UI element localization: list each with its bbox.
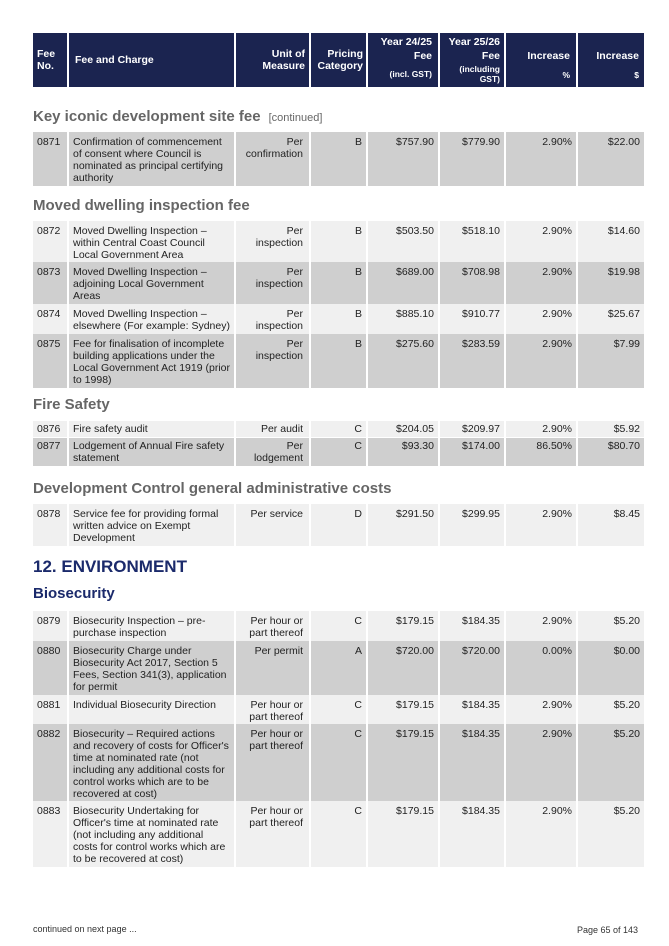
cell-fee-name: Fee for finalisation of incomplete building applications under the Local Government Act 1919 (prior to 1998) bbox=[69, 334, 234, 388]
cell-increase-pct: 2.90% bbox=[506, 724, 576, 802]
cell-unit: Per audit bbox=[236, 421, 309, 437]
cell-fee-name: Fire safety audit bbox=[69, 421, 234, 437]
cell-fee-2526: $283.59 bbox=[440, 334, 504, 388]
table-row bbox=[33, 421, 638, 436]
cell-fee-no: 0876 bbox=[33, 421, 67, 437]
cell-unit: Per inspection bbox=[236, 221, 309, 263]
cell-fee-2425: $757.90 bbox=[368, 132, 438, 186]
header-increase-percent: Increase % bbox=[506, 33, 576, 87]
table-row bbox=[33, 611, 638, 639]
section-title-key-iconic: Key iconic development site fee [continued] bbox=[33, 108, 323, 125]
cell-increase-dollar: $5.20 bbox=[578, 724, 644, 802]
cell-fee-name: Biosecurity – Required actions and recovery of costs for Officer's time at nominated rate (not including any additional costs for control works which are to be recovered at cost) bbox=[69, 724, 234, 802]
cell-fee-2526: $910.77 bbox=[440, 304, 504, 334]
table-row bbox=[33, 641, 638, 693]
cell-category: C bbox=[311, 421, 366, 437]
cell-increase-dollar: $14.60 bbox=[578, 221, 644, 263]
section-title-fire-safety: Fire Safety bbox=[33, 396, 110, 413]
cell-category: C bbox=[311, 611, 366, 641]
cell-fee-no: 0881 bbox=[33, 695, 67, 725]
section-title-moved-dwelling: Moved dwelling inspection fee bbox=[33, 197, 250, 214]
cell-unit: Per confirmation bbox=[236, 132, 309, 186]
table-row bbox=[33, 695, 638, 722]
cell-category: B bbox=[311, 221, 366, 263]
cell-increase-pct: 2.90% bbox=[506, 695, 576, 725]
table-row bbox=[33, 801, 638, 864]
table-row bbox=[33, 262, 638, 302]
cell-fee-2425: $93.30 bbox=[368, 438, 438, 466]
cell-fee-no: 0879 bbox=[33, 611, 67, 641]
cell-category: A bbox=[311, 641, 366, 695]
cell-fee-2425: $291.50 bbox=[368, 504, 438, 546]
table-group-key-iconic bbox=[33, 132, 638, 184]
header-fee-no: Fee No. bbox=[33, 33, 67, 87]
cell-fee-2425: $179.15 bbox=[368, 611, 438, 641]
header-increase-dollar: Increase $ bbox=[578, 33, 644, 87]
cell-increase-dollar: $5.20 bbox=[578, 611, 644, 641]
cell-fee-2526: $184.35 bbox=[440, 611, 504, 641]
table-group-fire-safety bbox=[33, 421, 638, 468]
cell-unit: Per hour or part thereof bbox=[236, 611, 309, 641]
table-header bbox=[33, 33, 638, 87]
continued-note: [continued] bbox=[268, 112, 323, 124]
cell-fee-2526: $720.00 bbox=[440, 641, 504, 695]
cell-increase-dollar: $8.45 bbox=[578, 504, 644, 546]
cell-fee-name: Moved Dwelling Inspection – within Central Coast Council Local Government Area bbox=[69, 221, 234, 263]
cell-increase-dollar: $5.20 bbox=[578, 695, 644, 725]
cell-fee-2425: $179.15 bbox=[368, 695, 438, 725]
header-pricing-category: Pricing Category bbox=[311, 33, 366, 87]
cell-increase-dollar: $0.00 bbox=[578, 641, 644, 695]
cell-fee-name: Moved Dwelling Inspection – elsewhere (For example: Sydney) bbox=[69, 304, 234, 334]
section-title-environment: 12. ENVIRONMENT bbox=[33, 557, 187, 576]
cell-fee-2425: $179.15 bbox=[368, 801, 438, 867]
header-fee-and-charge: Fee and Charge bbox=[69, 33, 234, 87]
cell-increase-dollar: $19.98 bbox=[578, 262, 644, 304]
cell-fee-2425: $885.10 bbox=[368, 304, 438, 334]
cell-unit: Per hour or part thereof bbox=[236, 695, 309, 725]
cell-fee-2526: $184.35 bbox=[440, 801, 504, 867]
cell-unit: Per hour or part thereof bbox=[236, 724, 309, 802]
cell-fee-no: 0873 bbox=[33, 262, 67, 304]
page-number: Page 65 of 143 bbox=[576, 925, 638, 935]
cell-category: C bbox=[311, 438, 366, 466]
cell-fee-2526: $184.35 bbox=[440, 724, 504, 802]
cell-fee-no: 0882 bbox=[33, 724, 67, 802]
table-row bbox=[33, 438, 638, 466]
table-row bbox=[33, 334, 638, 386]
cell-fee-2425: $720.00 bbox=[368, 641, 438, 695]
cell-fee-name: Individual Biosecurity Direction bbox=[69, 695, 234, 725]
cell-fee-2425: $204.05 bbox=[368, 421, 438, 437]
table-row bbox=[33, 304, 638, 332]
cell-fee-2526: $518.10 bbox=[440, 221, 504, 263]
cell-unit: Per inspection bbox=[236, 304, 309, 334]
cell-increase-dollar: $25.67 bbox=[578, 304, 644, 334]
cell-increase-pct: 2.90% bbox=[506, 421, 576, 437]
cell-increase-pct: 2.90% bbox=[506, 801, 576, 867]
cell-fee-no: 0875 bbox=[33, 334, 67, 388]
header-year2-fee: Year 25/26 Fee (including GST) bbox=[440, 33, 504, 87]
cell-category: C bbox=[311, 801, 366, 867]
cell-category: C bbox=[311, 724, 366, 802]
cell-category: B bbox=[311, 132, 366, 186]
cell-unit: Per hour or part thereof bbox=[236, 801, 309, 867]
cell-unit: Per permit bbox=[236, 641, 309, 695]
cell-increase-pct: 0.00% bbox=[506, 641, 576, 695]
table-row bbox=[33, 221, 638, 260]
cell-fee-2425: $503.50 bbox=[368, 221, 438, 263]
cell-increase-dollar: $7.99 bbox=[578, 334, 644, 388]
cell-increase-pct: 2.90% bbox=[506, 504, 576, 546]
cell-category: B bbox=[311, 262, 366, 304]
cell-unit: Per inspection bbox=[236, 262, 309, 304]
cell-category: D bbox=[311, 504, 366, 546]
cell-fee-no: 0874 bbox=[33, 304, 67, 334]
table-group-moved-dwelling bbox=[33, 221, 638, 388]
table-row bbox=[33, 132, 638, 182]
table-group-dev-control bbox=[33, 504, 638, 546]
cell-fee-name: Biosecurity Inspection – pre-purchase inspection bbox=[69, 611, 234, 641]
cell-fee-2526: $779.90 bbox=[440, 132, 504, 186]
cell-increase-dollar: $22.00 bbox=[578, 132, 644, 186]
header-year1-fee: Year 24/25 Fee (incl. GST) bbox=[368, 33, 438, 87]
cell-increase-dollar: $5.92 bbox=[578, 421, 644, 437]
cell-increase-pct: 2.90% bbox=[506, 262, 576, 304]
table-row bbox=[33, 504, 638, 544]
cell-category: C bbox=[311, 695, 366, 725]
section-title-biosecurity: Biosecurity bbox=[33, 585, 115, 602]
section-title-dev-control: Development Control general administrative costs bbox=[33, 480, 392, 497]
cell-increase-dollar: $80.70 bbox=[578, 438, 644, 466]
cell-increase-dollar: $5.20 bbox=[578, 801, 644, 867]
cell-fee-no: 0880 bbox=[33, 641, 67, 695]
cell-fee-2526: $209.97 bbox=[440, 421, 504, 437]
cell-fee-no: 0878 bbox=[33, 504, 67, 546]
cell-fee-name: Lodgement of Annual Fire safety statement bbox=[69, 438, 234, 466]
cell-increase-pct: 2.90% bbox=[506, 304, 576, 334]
cell-fee-no: 0872 bbox=[33, 221, 67, 263]
cell-increase-pct: 2.90% bbox=[506, 611, 576, 641]
cell-fee-no: 0871 bbox=[33, 132, 67, 186]
cell-fee-name: Biosecurity Undertaking for Officer's time at nominated rate (not including any additional costs for control works which are to be recovered at cost) bbox=[69, 801, 234, 867]
cell-increase-pct: 2.90% bbox=[506, 132, 576, 186]
cell-unit: Per inspection bbox=[236, 334, 309, 388]
cell-category: B bbox=[311, 334, 366, 388]
table-group-biosecurity bbox=[33, 611, 638, 866]
cell-fee-2526: $708.98 bbox=[440, 262, 504, 304]
cell-fee-2526: $174.00 bbox=[440, 438, 504, 466]
cell-increase-pct: 86.50% bbox=[506, 438, 576, 466]
cell-fee-name: Moved Dwelling Inspection – adjoining Local Government Areas bbox=[69, 262, 234, 304]
cell-fee-2425: $689.00 bbox=[368, 262, 438, 304]
continued-footer: continued on next page ... bbox=[33, 924, 137, 934]
cell-increase-pct: 2.90% bbox=[506, 334, 576, 388]
cell-fee-2526: $184.35 bbox=[440, 695, 504, 725]
cell-fee-name: Biosecurity Charge under Biosecurity Act 2017, Section 5 Fees, Section 341(3), application for permit bbox=[69, 641, 234, 695]
table-row bbox=[33, 724, 638, 799]
cell-category: B bbox=[311, 304, 366, 334]
cell-unit: Per service bbox=[236, 504, 309, 546]
cell-fee-name: Service fee for providing formal written advice on Exempt Development bbox=[69, 504, 234, 546]
cell-fee-no: 0883 bbox=[33, 801, 67, 867]
cell-unit: Per lodgement bbox=[236, 438, 309, 466]
cell-fee-name: Confirmation of commencement of consent where Council is nominated as principal certifying authority bbox=[69, 132, 234, 186]
cell-fee-2425: $275.60 bbox=[368, 334, 438, 388]
cell-increase-pct: 2.90% bbox=[506, 221, 576, 263]
header-unit-of-measure: Unit of Measure bbox=[236, 33, 309, 87]
cell-fee-2425: $179.15 bbox=[368, 724, 438, 802]
cell-fee-no: 0877 bbox=[33, 438, 67, 466]
cell-fee-2526: $299.95 bbox=[440, 504, 504, 546]
